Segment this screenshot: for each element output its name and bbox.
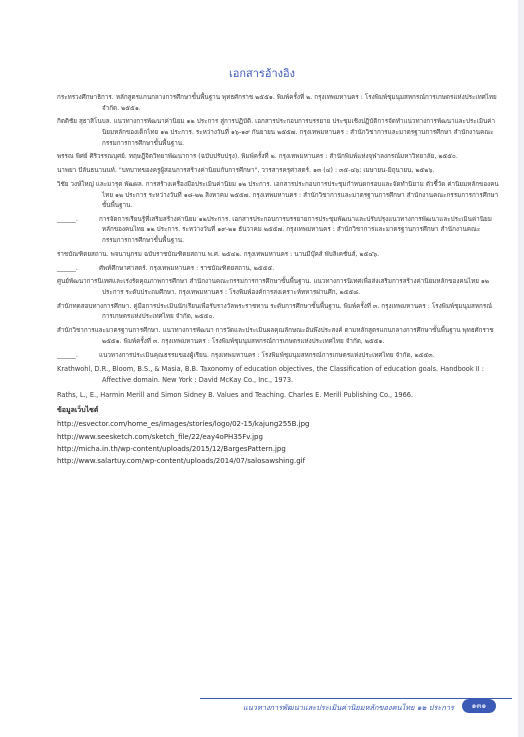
reference-entry (57, 180, 501, 212)
reference-text: แนวทางการนิเทศเพื่อส่งเสริมการสร้างค่านิยมหลักของคนไทย ๑๒ ประการ ระดับประถมศึกษา. กรุงเทพมหานคร : โรงพิมพ์องค์การสงเคราะห์ทหารผ่านศึก, ๒๕๕๘. (102, 278, 490, 296)
website-url[interactable]: http://www.seesketch.com/sketch_file/22/eay4oPH35Fv.jpg (57, 432, 263, 441)
reference-entry (57, 117, 501, 149)
reference-text: "บทบาทของครูผู้สอนการสร้างค่านิยมกับการศึกษา", วารสารครุศาสตร์. ๑๓ (๔) : ๓๕-๔๖; เมษายน-มิถุนายน, ๒๕๒๖. (118, 167, 435, 175)
reference-author: ราชบัณฑิตยสถาน. (57, 250, 109, 258)
page-footer (0, 693, 512, 717)
reference-entry (57, 351, 501, 362)
reference-author: กิตติชัย สุธาสิโนบล. (57, 118, 112, 126)
reference-author: ______. (57, 351, 78, 359)
reference-author: พรรณ พิศย์ ศิริวรรณบุศย์. (57, 153, 127, 161)
reference-author: ______. (57, 215, 78, 223)
reference-entry (57, 277, 501, 298)
reference-author: นาพยา ปัลันธนานนท์. (57, 167, 117, 175)
reference-author: ศูนย์พัฒนาการนิเทศและเร่งรัดคุณภาพการศึกษา สำนักงานคณะกรรมการการศึกษาขั้นพื้นฐาน. (57, 278, 312, 286)
reference-entry (57, 215, 501, 247)
reference-entry (57, 264, 501, 275)
reference-author: กระทรวงศึกษาธิการ. (57, 94, 114, 101)
reference-author: สำนักทดสอบทางการศึกษา. (57, 302, 132, 310)
website-url[interactable]: http://esvector.com/home_es/images/stories/logo/02-15/kajung255B.jpg (57, 420, 310, 429)
reference-text: แนวทางการพัฒนา การวัดและประเมินผลคุณลักษณะอันพึงประสงค์ ตามหลักสูตรแกนกลางการศึกษาขั้นพื้นฐาน พุทธศักราช ๒๕๕๑. พิมพ์ครั้งที่ ๓. กรุงเทพมหานคร : โรงพิมพ์ชุมนุมสหกรณ์การเกษตรแห่งประเทศไทย จำกัด, ๒๕๕๑. (102, 327, 494, 345)
reference-text: Values and Teaching. Charles E. Merill Publishing Co., 1966. (216, 390, 414, 399)
reference-entry (57, 326, 501, 347)
page-title: เอกสารอ้างอิง (229, 67, 295, 80)
reference-text: การสร้างเครื่องมือประเมินค่านิยม ๑๒ ประการ. เอกสารประกอบการประชุมกำหนดกรอบและจัดทำนิยาม ตัวชี้วัด ค่านิยมหลักของคนไทย ๑๒ ประการ ระหว่างวันที่ ๑๘-๒๒ สิงหาคม ๒๕๕๗. กรุงเทพมหานคร : สำนักวิชาการและมาตรฐานการศึกษา สำนักงานคณะกรรมการการศึกษาขั้นพื้นฐาน. (102, 180, 499, 210)
website-url[interactable]: http://micha.in.th/wp-content/uploads/2015/12/BargesPattern.jpg (57, 444, 286, 453)
reference-author: สำนักวิชาการและมาตรฐานการศึกษา. (57, 327, 161, 335)
reference-author: ______. (57, 264, 78, 272)
reference-text: ศัพท์ศึกษาศาสตร์. กรุงเทพมหานคร : ราชบัณฑิตยสถาน, ๒๕๕๕. (99, 264, 275, 272)
reference-text: ทฤษฎีจิตวิทยาพัฒนาการ (ฉบับปรับปรุง). พิมพ์ครั้งที่ ๒. กรุงเทพมหานคร : สำนักพิมพ์แห่งจุฬาลงกรณ์มหาวิทยาลัย, ๒๕๕๐. (128, 153, 458, 161)
reference-text: การจัดการเรียนรู้ที่เสริมสร้างค่านิยม ๑๒ประการ. เอกสารประกอบการบรรยายการประชุมพัฒนาและปรับปรุงแนวทางการพัฒนาและประเมินค่านิยมหลักของคนไทย ๑๒ ประการ. ระหว่างวันที่ ๑๙-๒๑ ธันวาคม ๒๕๕๗. กรุงเทพมหานคร : สำนักวิชาการและมาตรฐานการศึกษา สำนักงานคณะกรรมการการศึกษาขั้นพื้นฐาน. (99, 215, 492, 245)
reference-entry (57, 166, 501, 177)
reference-text: หลักสูตรแกนกลางการศึกษาขั้นพื้นฐาน พุทธศักราช ๒๕๕๑. พิมพ์ครั้งที่ ๒. กรุงเทพมหานคร : โรงพิมพ์ชุมนุมสหกรณ์การเกษตรแห่งประเทศไทย จำกัด. ๒๕๕๑. (102, 94, 497, 112)
reference-entry (57, 302, 501, 323)
reference-text: คู่มือการประเมินนักเรียนเพื่อรับรางวัลพระราชทาน ระดับการศึกษาขั้นพื้นฐาน. พิมพ์ครั้งที่ ๓. กรุงเทพมหานคร : โรงพิมพ์ชุมนุมสหกรณ์การเกษตรแห่งประเทศไทย จำกัด, ๒๕๕๐. (102, 302, 493, 321)
footer-title: แนวทางการพัฒนาและประเมินค่านิยมหลักของคนไทย ๑๒ ประการ (242, 703, 454, 712)
websites-heading: ข้อมูลเว็บไซต์ (57, 405, 99, 414)
reference-entry (57, 93, 501, 114)
reference-list (57, 93, 501, 468)
page-edge-strip (518, 0, 524, 737)
reference-author: Krathwohl, D.R., Bloom, B.S., & Masia, B.B. (57, 365, 199, 374)
page-number-badge: ๑๓๑ (462, 699, 496, 713)
website-list (57, 418, 501, 468)
reference-entry (57, 250, 501, 261)
website-url[interactable]: http://www.salartuy.com/wp-content/uploads/2014/07/salosawshing.gif (57, 457, 306, 466)
reference-text: แนวทางการพัฒนาค่านิยม ๑๒ ประการ สู่การปฏิบัติ. เอกสารประกอบการบรรยาย ประชุมเชิงปฏิบัติการจัดทำแนวทางการพัฒนาและประเมินค่านิยมหลักของเด็กไทย ๑๒ ประการ. ระหว่างวันที่ ๑๖-๑๙ กันยายน ๒๕๕๗. กรุงเทพมหานคร : สำนักวิชาการและมาตรฐานการศึกษา สำนักงานคณะกรรมการการศึกษาขั้นพื้นฐาน. (102, 118, 496, 147)
reference-entry (57, 152, 501, 163)
reference-entry (57, 390, 501, 401)
reference-author: Raths, L., E., Harmin Merill and Simon Sidney B. (57, 390, 215, 399)
reference-entry (57, 364, 501, 386)
reference-author: วิชัย วงษ์ใหญ่ และมารุต พัฒผล. (57, 180, 144, 188)
reference-entries (57, 93, 501, 401)
reference-text: แนวทางการประเมินคุณธรรมของผู้เรียน. กรุงเทพมหานคร : โรงพิมพ์ชุมนุมสหกรณ์การเกษตรแห่งประเทศไทย จำกัด, ๒๕๕๓. (99, 351, 435, 359)
reference-text: Taxonomy of education objectives, the Classification of education goals. Handbook II : Affective domain. New York : David McKay Co., Inc., 1973. (102, 365, 484, 385)
reference-text: พจนานุกรม ฉบับราชบัณฑิตยสถาน พ.ศ. ๒๕๔๒. กรุงเทพมหานคร : นานมีบุ๊คส์ พับลิเคชั่นส์, ๒๕๔๖. (110, 250, 380, 258)
